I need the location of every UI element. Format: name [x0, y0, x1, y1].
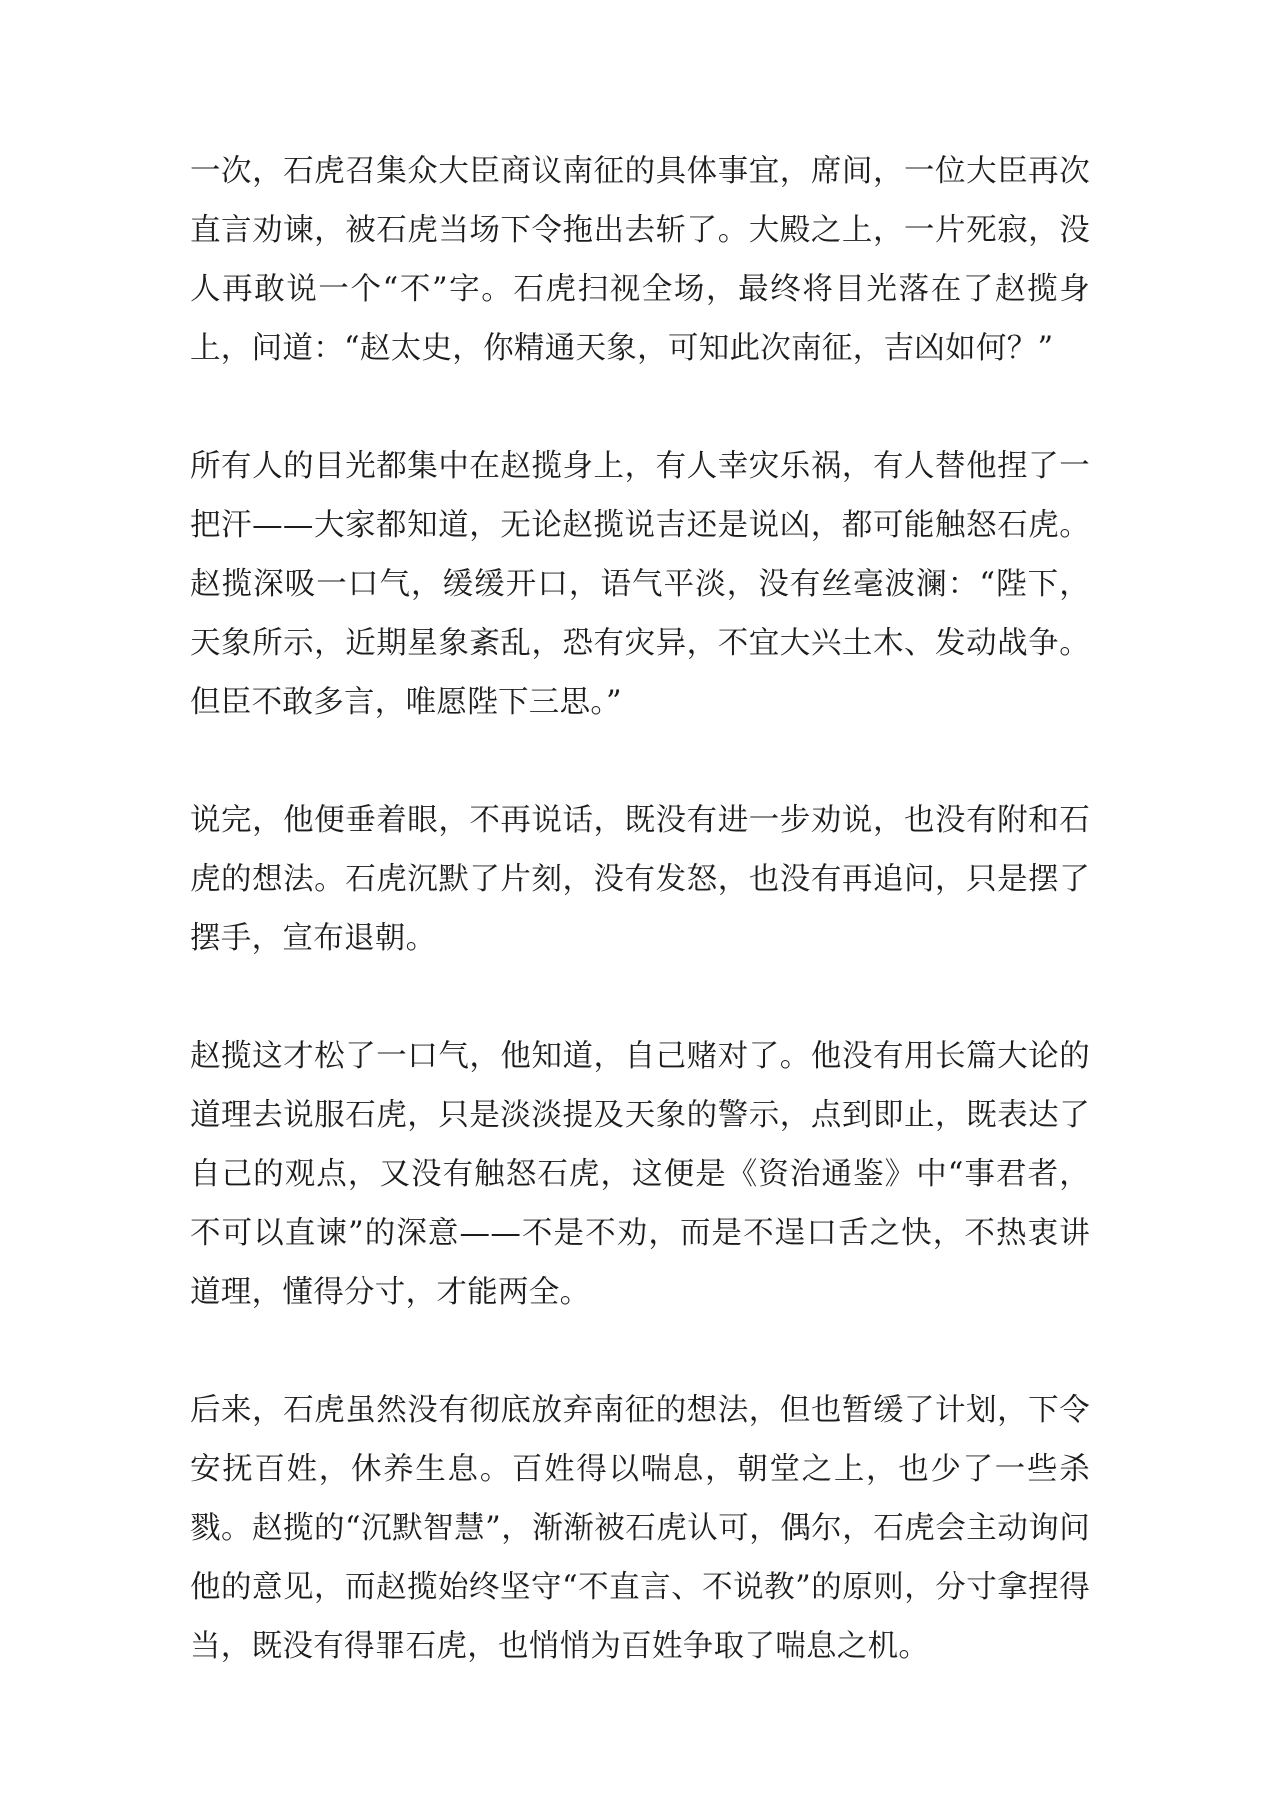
paragraph: 后来，石虎虽然没有彻底放弃南征的想法，但也暂缓了计划，下令安抚百姓，休养生息。百姓得以喘息，朝堂之上，也少了一些杀戮。赵揽的“沉默智慧”，渐渐被石虎认可，偶尔，石虎会主动询问他的意见，而赵揽始终坚守“不直言、不说教”的原则，分寸拿捏得当，既没有得罪石虎，也悄悄为百姓争取了喘息之机。 — [190, 1393, 1090, 1664]
paragraph: 所有人的目光都集中在赵揽身上，有人幸灾乐祸，有人替他捏了一把汗——大家都知道，无论赵揽说吉还是说凶，都可能触怒石虎。赵揽深吸一口气，缓缓开口，语气平淡，没有丝毫波澜：“陛下，天象所示，近期星象紊乱，恐有灾异，不宜大兴土木、发动战争。但臣不敢多言，唯愿陛下三思。” — [190, 449, 1090, 720]
paragraph: 说完，他便垂着眼，不再说话，既没有进一步劝说，也没有附和石虎的想法。石虎沉默了片刻，没有发怒，也没有再追问，只是摆了摆手，宣布退朝。 — [190, 803, 1090, 956]
document-body — [190, 142, 1090, 1735]
paragraph: 赵揽这才松了一口气，他知道，自己赌对了。他没有用长篇大论的道理去说服石虎，只是淡淡提及天象的警示，点到即止，既表达了自己的观点，又没有触怒石虎，这便是《资治通鉴》中“事君者，不可以直谏”的深意——不是不劝，而是不逞口舌之快，不热衷讲道理，懂得分寸，才能两全。 — [190, 1039, 1090, 1310]
paragraph: 一次，石虎召集众大臣商议南征的具体事宜，席间，一位大臣再次直言劝谏，被石虎当场下令拖出去斩了。大殿之上，一片死寂，没人再敢说一个“不”字。石虎扫视全场，最终将目光落在了赵揽身上，问道：“赵太史，你精通天象，可知此次南征，吉凶如何？” — [190, 154, 1090, 366]
